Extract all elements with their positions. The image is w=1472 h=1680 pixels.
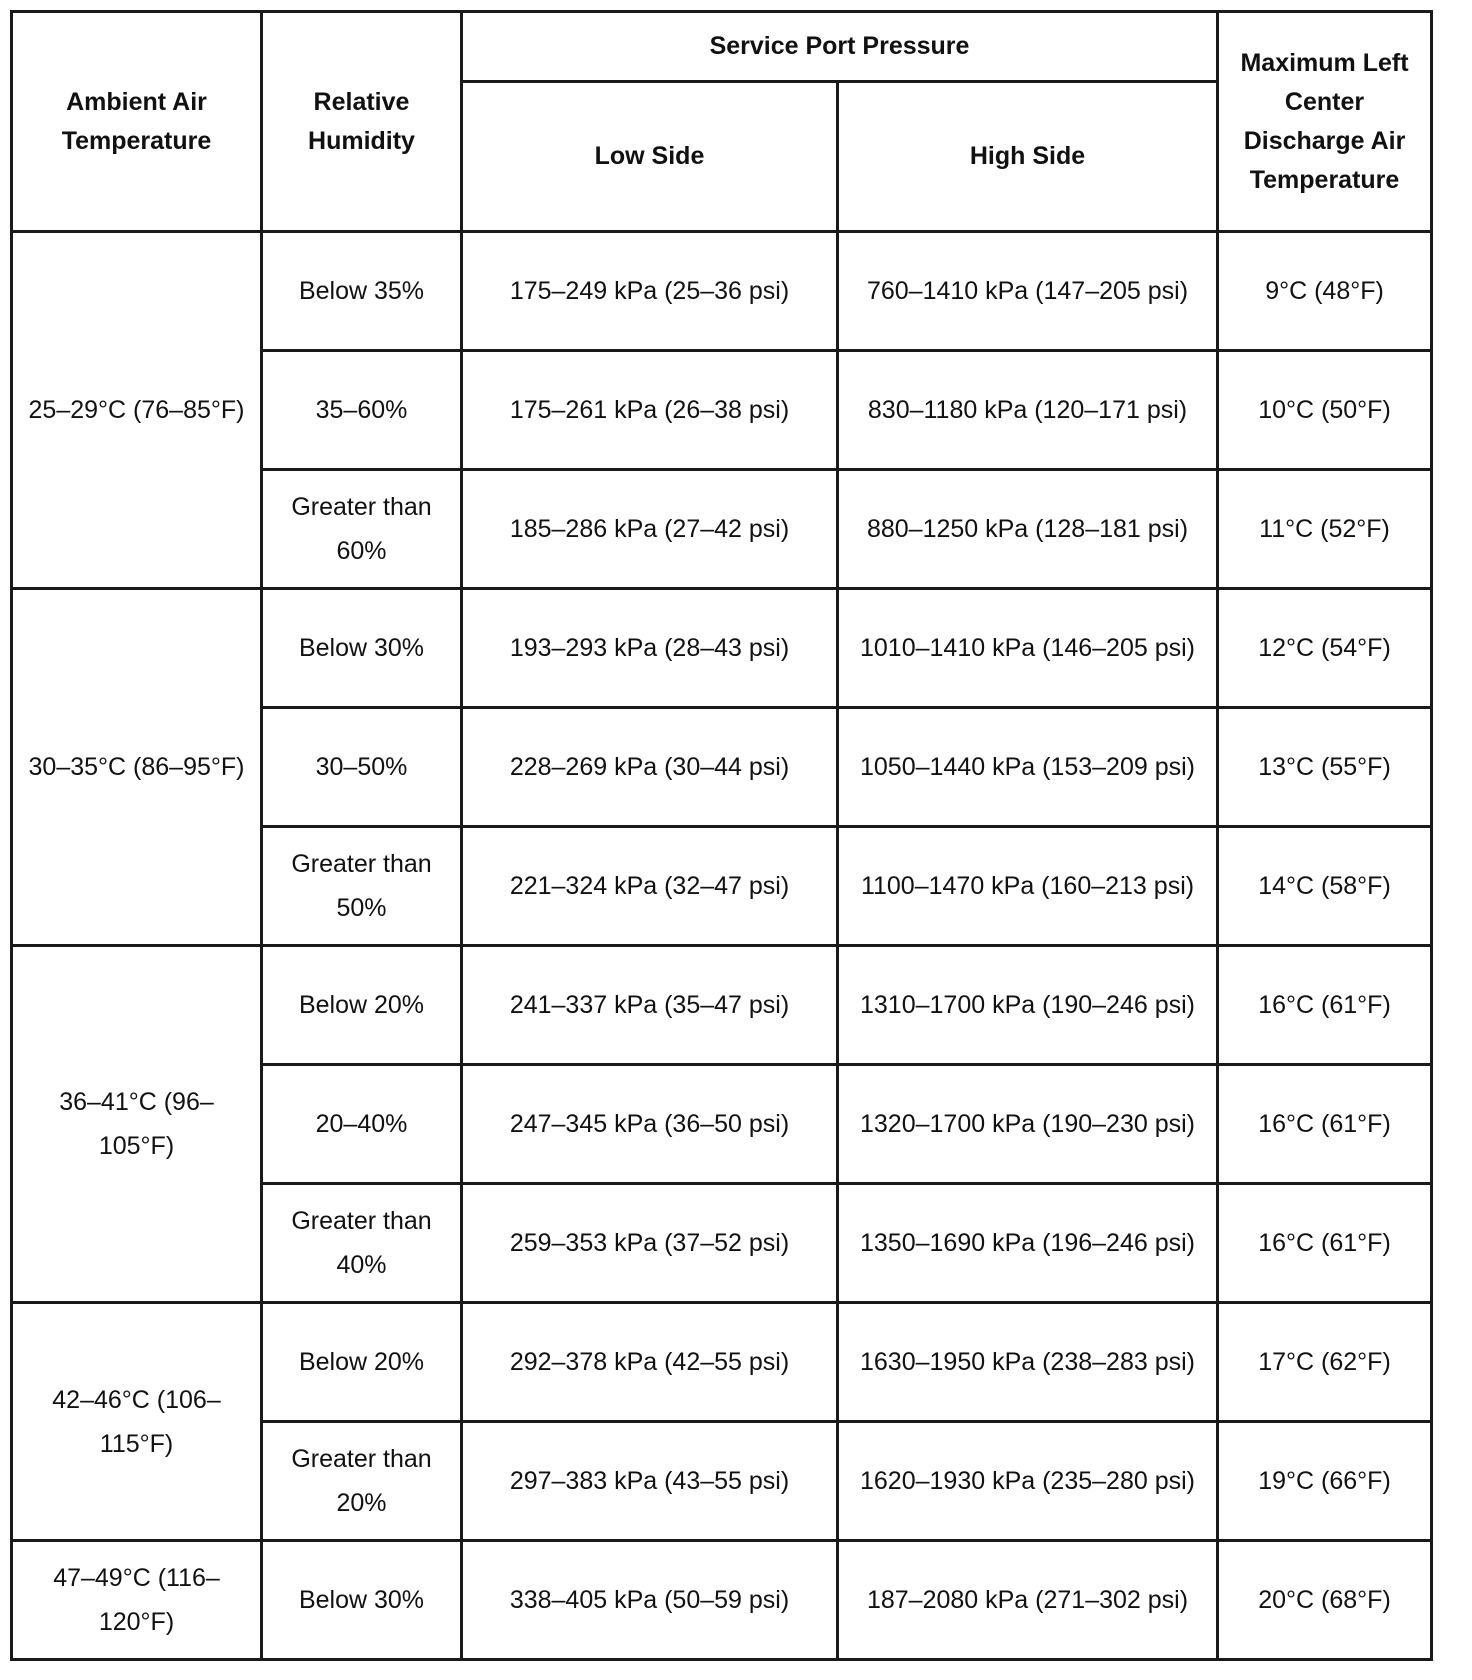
header-max-discharge-temperature: Maximum Left Center Discharge Air Temperature <box>1218 12 1432 232</box>
high-side-pressure-cell: 1630–1950 kPa (238–283 psi) <box>838 1303 1218 1422</box>
low-side-pressure-cell: 175–249 kPa (25–36 psi) <box>462 232 838 351</box>
low-side-pressure-cell: 338–405 kPa (50–59 psi) <box>462 1541 838 1660</box>
max-discharge-temperature-cell: 14°C (58°F) <box>1218 827 1432 946</box>
high-side-pressure-cell: 1100–1470 kPa (160–213 psi) <box>838 827 1218 946</box>
low-side-pressure-cell: 221–324 kPa (32–47 psi) <box>462 827 838 946</box>
relative-humidity-cell: 20–40% <box>262 1065 462 1184</box>
relative-humidity-cell: Greater than 60% <box>262 470 462 589</box>
ambient-temperature-cell: 25–29°C (76–85°F) <box>12 232 262 589</box>
relative-humidity-cell: Greater than 40% <box>262 1184 462 1303</box>
low-side-pressure-cell: 259–353 kPa (37–52 psi) <box>462 1184 838 1303</box>
high-side-pressure-cell: 187–2080 kPa (271–302 psi) <box>838 1541 1218 1660</box>
low-side-pressure-cell: 297–383 kPa (43–55 psi) <box>462 1422 838 1541</box>
relative-humidity-cell: 30–50% <box>262 708 462 827</box>
header-service-port-pressure: Service Port Pressure <box>462 12 1218 82</box>
low-side-pressure-cell: 175–261 kPa (26–38 psi) <box>462 351 838 470</box>
header-high-side: High Side <box>838 82 1218 232</box>
relative-humidity-cell: Below 30% <box>262 589 462 708</box>
low-side-pressure-cell: 247–345 kPa (36–50 psi) <box>462 1065 838 1184</box>
low-side-pressure-cell: 185–286 kPa (27–42 psi) <box>462 470 838 589</box>
max-discharge-temperature-cell: 20°C (68°F) <box>1218 1541 1432 1660</box>
low-side-pressure-cell: 228–269 kPa (30–44 psi) <box>462 708 838 827</box>
max-discharge-temperature-cell: 12°C (54°F) <box>1218 589 1432 708</box>
high-side-pressure-cell: 760–1410 kPa (147–205 psi) <box>838 232 1218 351</box>
table-header <box>12 12 1432 232</box>
relative-humidity-cell: 35–60% <box>262 351 462 470</box>
ambient-temperature-cell: 47–49°C (116–120°F) <box>12 1541 262 1660</box>
high-side-pressure-cell: 830–1180 kPa (120–171 psi) <box>838 351 1218 470</box>
table-row <box>12 589 1432 708</box>
low-side-pressure-cell: 193–293 kPa (28–43 psi) <box>462 589 838 708</box>
low-side-pressure-cell: 292–378 kPa (42–55 psi) <box>462 1303 838 1422</box>
low-side-pressure-cell: 241–337 kPa (35–47 psi) <box>462 946 838 1065</box>
relative-humidity-cell: Below 30% <box>262 1541 462 1660</box>
table-row <box>12 1541 1432 1660</box>
relative-humidity-cell: Greater than 50% <box>262 827 462 946</box>
max-discharge-temperature-cell: 16°C (61°F) <box>1218 1065 1432 1184</box>
max-discharge-temperature-cell: 13°C (55°F) <box>1218 708 1432 827</box>
high-side-pressure-cell: 1620–1930 kPa (235–280 psi) <box>838 1422 1218 1541</box>
header-ambient-air-temperature: Ambient Air Temperature <box>12 12 262 232</box>
high-side-pressure-cell: 1310–1700 kPa (190–246 psi) <box>838 946 1218 1065</box>
high-side-pressure-cell: 1050–1440 kPa (153–209 psi) <box>838 708 1218 827</box>
max-discharge-temperature-cell: 10°C (50°F) <box>1218 351 1432 470</box>
table-body <box>12 232 1432 1660</box>
relative-humidity-cell: Below 35% <box>262 232 462 351</box>
high-side-pressure-cell: 880–1250 kPa (128–181 psi) <box>838 470 1218 589</box>
relative-humidity-cell: Greater than 20% <box>262 1422 462 1541</box>
relative-humidity-cell: Below 20% <box>262 1303 462 1422</box>
relative-humidity-cell: Below 20% <box>262 946 462 1065</box>
high-side-pressure-cell: 1320–1700 kPa (190–230 psi) <box>838 1065 1218 1184</box>
max-discharge-temperature-cell: 17°C (62°F) <box>1218 1303 1432 1422</box>
pressure-temperature-table <box>10 10 1433 1661</box>
ambient-temperature-cell: 36–41°C (96–105°F) <box>12 946 262 1303</box>
max-discharge-temperature-cell: 11°C (52°F) <box>1218 470 1432 589</box>
max-discharge-temperature-cell: 9°C (48°F) <box>1218 232 1432 351</box>
high-side-pressure-cell: 1350–1690 kPa (196–246 psi) <box>838 1184 1218 1303</box>
header-relative-humidity: Relative Humidity <box>262 12 462 232</box>
table-row <box>12 232 1432 351</box>
table-row <box>12 1303 1432 1422</box>
max-discharge-temperature-cell: 19°C (66°F) <box>1218 1422 1432 1541</box>
table-row <box>12 946 1432 1065</box>
max-discharge-temperature-cell: 16°C (61°F) <box>1218 946 1432 1065</box>
ambient-temperature-cell: 42–46°C (106–115°F) <box>12 1303 262 1541</box>
max-discharge-temperature-cell: 16°C (61°F) <box>1218 1184 1432 1303</box>
ambient-temperature-cell: 30–35°C (86–95°F) <box>12 589 262 946</box>
header-low-side: Low Side <box>462 82 838 232</box>
high-side-pressure-cell: 1010–1410 kPa (146–205 psi) <box>838 589 1218 708</box>
